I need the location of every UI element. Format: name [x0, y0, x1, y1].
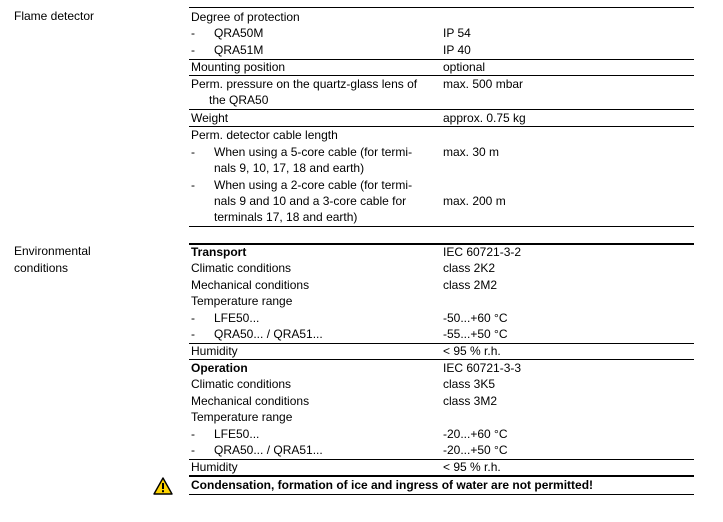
pressure-value: max. 500 mbar — [443, 77, 524, 91]
operation-climatic-value: class 3K5 — [443, 377, 496, 391]
five-core-label: When using a 5-core cable (for termi- — [214, 145, 413, 159]
list-dash: - — [191, 26, 195, 40]
list-dash: - — [191, 311, 195, 325]
transport-qra-value: -55...+50 °C — [443, 327, 508, 341]
table-rule — [189, 7, 694, 8]
weight-value: approx. 0.75 kg — [443, 111, 526, 125]
section-label-flame-detector: Flame detector — [14, 9, 95, 23]
transport-mechanical-label: Mechanical conditions — [191, 278, 310, 292]
transport-standard: IEC 60721-3-2 — [443, 245, 522, 259]
warning-triangle-icon — [153, 477, 173, 495]
transport-qra-label: QRA50... / QRA51... — [214, 327, 323, 341]
qra51m-value: IP 40 — [443, 43, 471, 57]
qra50m-label: QRA50M — [214, 26, 264, 40]
warning-text: Condensation, formation of ice and ingress of water are not permitted! — [191, 478, 594, 492]
transport-humidity-label: Humidity — [191, 344, 238, 358]
operation-humidity-value: < 95 % r.h. — [443, 460, 501, 474]
transport-temp-range-label: Temperature range — [191, 294, 293, 308]
two-core-value: max. 200 m — [443, 194, 506, 208]
degree-of-protection-label: Degree of protection — [191, 10, 300, 24]
mounting-position-label: Mounting position — [191, 60, 286, 74]
operation-qra-value: -20...+50 °C — [443, 443, 508, 457]
list-dash: - — [191, 443, 195, 457]
operation-lfe50-label: LFE50... — [214, 427, 260, 441]
transport-climatic-value: class 2K2 — [443, 261, 496, 275]
operation-temp-range-label: Temperature range — [191, 410, 293, 424]
two-core-label-end: terminals 17, 18 and earth) — [214, 210, 358, 224]
list-dash: - — [191, 178, 195, 192]
operation-mechanical-value: class 3M2 — [443, 394, 498, 408]
list-dash: - — [191, 327, 195, 341]
section-label-conditions: conditions — [14, 261, 69, 275]
table-rule — [189, 359, 694, 360]
pressure-label-continued: the QRA50 — [209, 93, 269, 107]
mounting-position-value: optional — [443, 60, 486, 74]
section-label-environmental: Environmental — [14, 244, 91, 258]
operation-qra-label: QRA50... / QRA51... — [214, 443, 323, 457]
transport-lfe50-value: -50...+60 °C — [443, 311, 508, 325]
operation-humidity-label: Humidity — [191, 460, 238, 474]
operation-mechanical-label: Mechanical conditions — [191, 394, 310, 408]
two-core-label-continued: nals 9 and 10 and a 3-core cable for — [214, 194, 407, 208]
transport-lfe50-label: LFE50... — [214, 311, 260, 325]
pressure-label: Perm. pressure on the quartz-glass lens of — [191, 77, 418, 91]
operation-climatic-label: Climatic conditions — [191, 377, 292, 391]
table-rule — [189, 109, 694, 110]
list-dash: - — [191, 43, 195, 57]
table-rule — [189, 343, 694, 344]
table-rule — [189, 494, 694, 495]
transport-mechanical-value: class 2M2 — [443, 278, 498, 292]
qra51m-label: QRA51M — [214, 43, 264, 57]
transport-heading: Transport — [191, 245, 247, 259]
qra50m-value: IP 54 — [443, 26, 471, 40]
transport-climatic-label: Climatic conditions — [191, 261, 292, 275]
five-core-label-continued: nals 9, 10, 17, 18 and earth) — [214, 161, 365, 175]
transport-humidity-value: < 95 % r.h. — [443, 344, 501, 358]
table-rule — [189, 243, 694, 245]
cable-length-label: Perm. detector cable length — [191, 128, 338, 142]
operation-standard: IEC 60721-3-3 — [443, 361, 522, 375]
table-rule — [189, 226, 694, 227]
operation-heading: Operation — [191, 361, 248, 375]
five-core-value: max. 30 m — [443, 145, 500, 159]
list-dash: - — [191, 145, 195, 159]
list-dash: - — [191, 427, 195, 441]
table-rule — [189, 459, 694, 460]
weight-label: Weight — [191, 111, 229, 125]
two-core-label: When using a 2-core cable (for termi- — [214, 178, 413, 192]
operation-lfe50-value: -20...+60 °C — [443, 427, 508, 441]
